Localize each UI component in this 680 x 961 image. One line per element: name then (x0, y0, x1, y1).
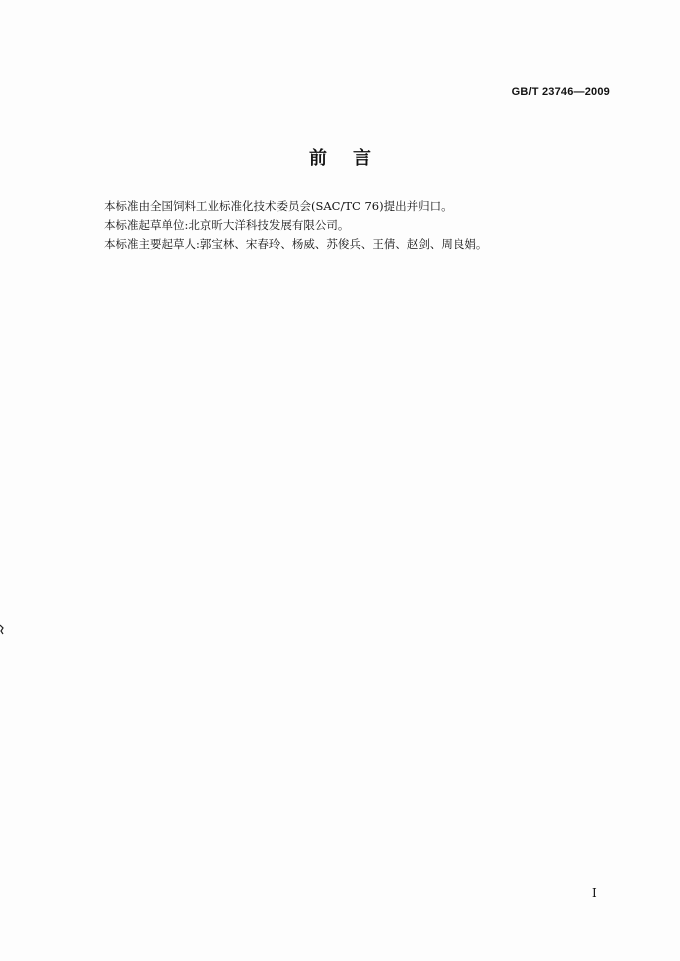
standard-code: GB/T 23746—2009 (511, 86, 610, 98)
paragraph-proposer: 本标准由全国饲料工业标准化技术委员会(SAC/TC 76)提出并归口。 (104, 199, 453, 213)
preface-body (104, 197, 624, 254)
page-number: I (592, 886, 597, 900)
page-title: 前言 (309, 148, 397, 169)
paragraph-drafters: 本标准主要起草人:郭宝林、宋春玲、杨威、苏俊兵、王倩、赵剑、周良娟。 (104, 237, 488, 251)
paragraph-drafting-unit: 本标准起草单位:北京昕大洋科技发展有限公司。 (104, 218, 350, 232)
scan-artifact (0, 624, 4, 636)
